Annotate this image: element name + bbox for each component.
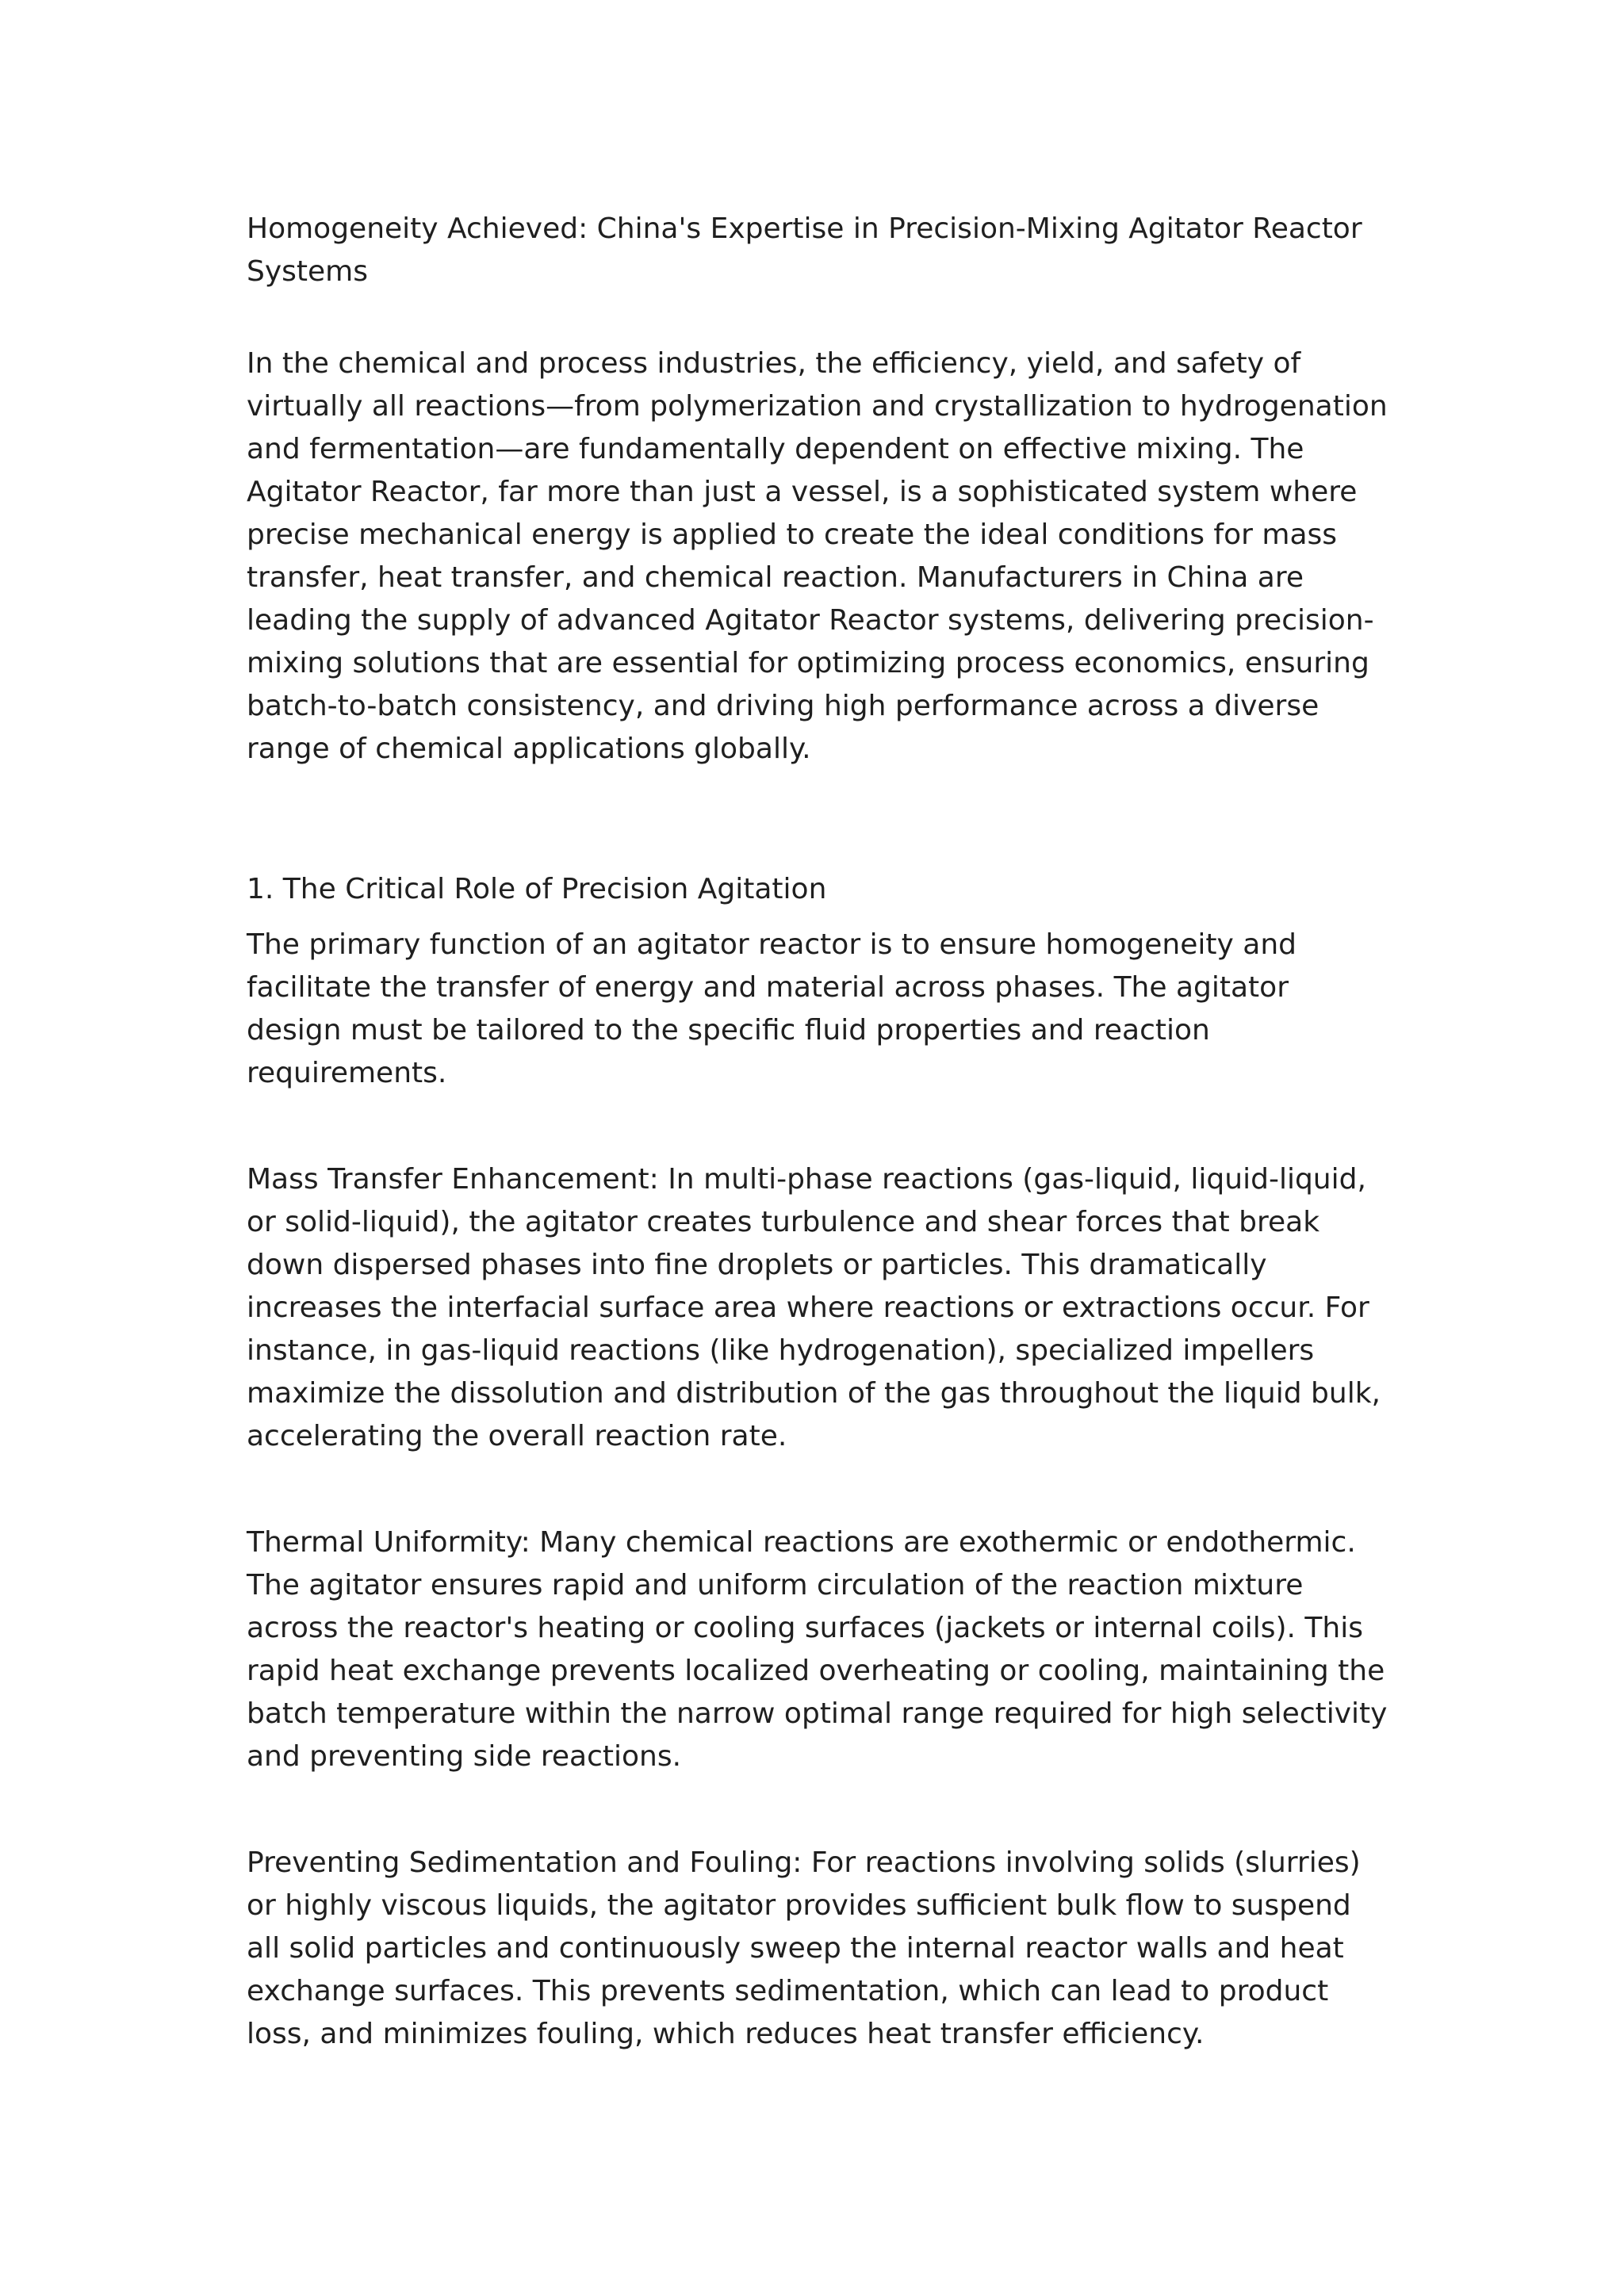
section-intro-paragraph: The primary function of an agitator reactor is to ensure homogeneity and facilitate the transfer of energy and material across phases. The agitator design must be tailored to the specific fluid properties and reaction requirements. [247,928,1297,1089]
thermal-uniformity-paragraph: Thermal Uniformity: Many chemical reactions are exothermic or endothermic. The agitator ensures rapid and uniform circulation of the reaction mixture across the reactor's heating or cooling surfaces (jackets or internal coils). This rapid heat exchange prevents localized overheating or cooling, maintaining the batch temperature within the narrow optimal range required for high selectivity and preventing side reactions. [247,1526,1388,1773]
document-title: Homogeneity Achieved: China's Expertise in Precision-Mixing Agitator Reactor Systems [247,212,1362,288]
sedimentation-fouling-paragraph: Preventing Sedimentation and Fouling: For reactions involving solids (slurries) or highly viscous liquids, the agitator provides sufficient bulk flow to suspend all solid particles and continuously sweep the internal reactor walls and heat exchange surfaces. This prevents sedimentation, which can lead to product loss, and minimizes fouling, which reduces heat transfer efficiency. [247,1846,1361,2050]
section-heading: 1. The Critical Role of Precision Agitation [247,873,827,905]
mass-transfer-paragraph: Mass Transfer Enhancement: In multi-phase reactions (gas-liquid, liquid-liquid, or solid-liquid), the agitator creates turbulence and shear forces that break down dispersed phases into fine droplets or particles. This dramatically increases the interfacial surface area where reactions or extractions occur. For instance, in gas-liquid reactions (like hydrogenation), specialized impellers maximize the dissolution and distribution of the gas throughout the liquid bulk, accelerating the overall reaction rate. [247,1163,1381,1452]
document-body [247,208,1388,2056]
intro-paragraph: In the chemical and process industries, the efficiency, yield, and safety of virtually all reactions—from polymerization and crystallization to hydrogenation and fermentation—are fundamentally dependent on effective mixing. The Agitator Reactor, far more than just a vessel, is a sophisticated system where precise mechanical energy is applied to create the ideal conditions for mass transfer, heat transfer, and chemical reaction. Manufacturers in China are leading the supply of advanced Agitator Reactor systems, delivering precision-mixing solutions that are essential for optimizing process economics, ensuring batch-to-batch consistency, and driving high performance across a diverse range of chemical applications globally. [247,347,1388,765]
